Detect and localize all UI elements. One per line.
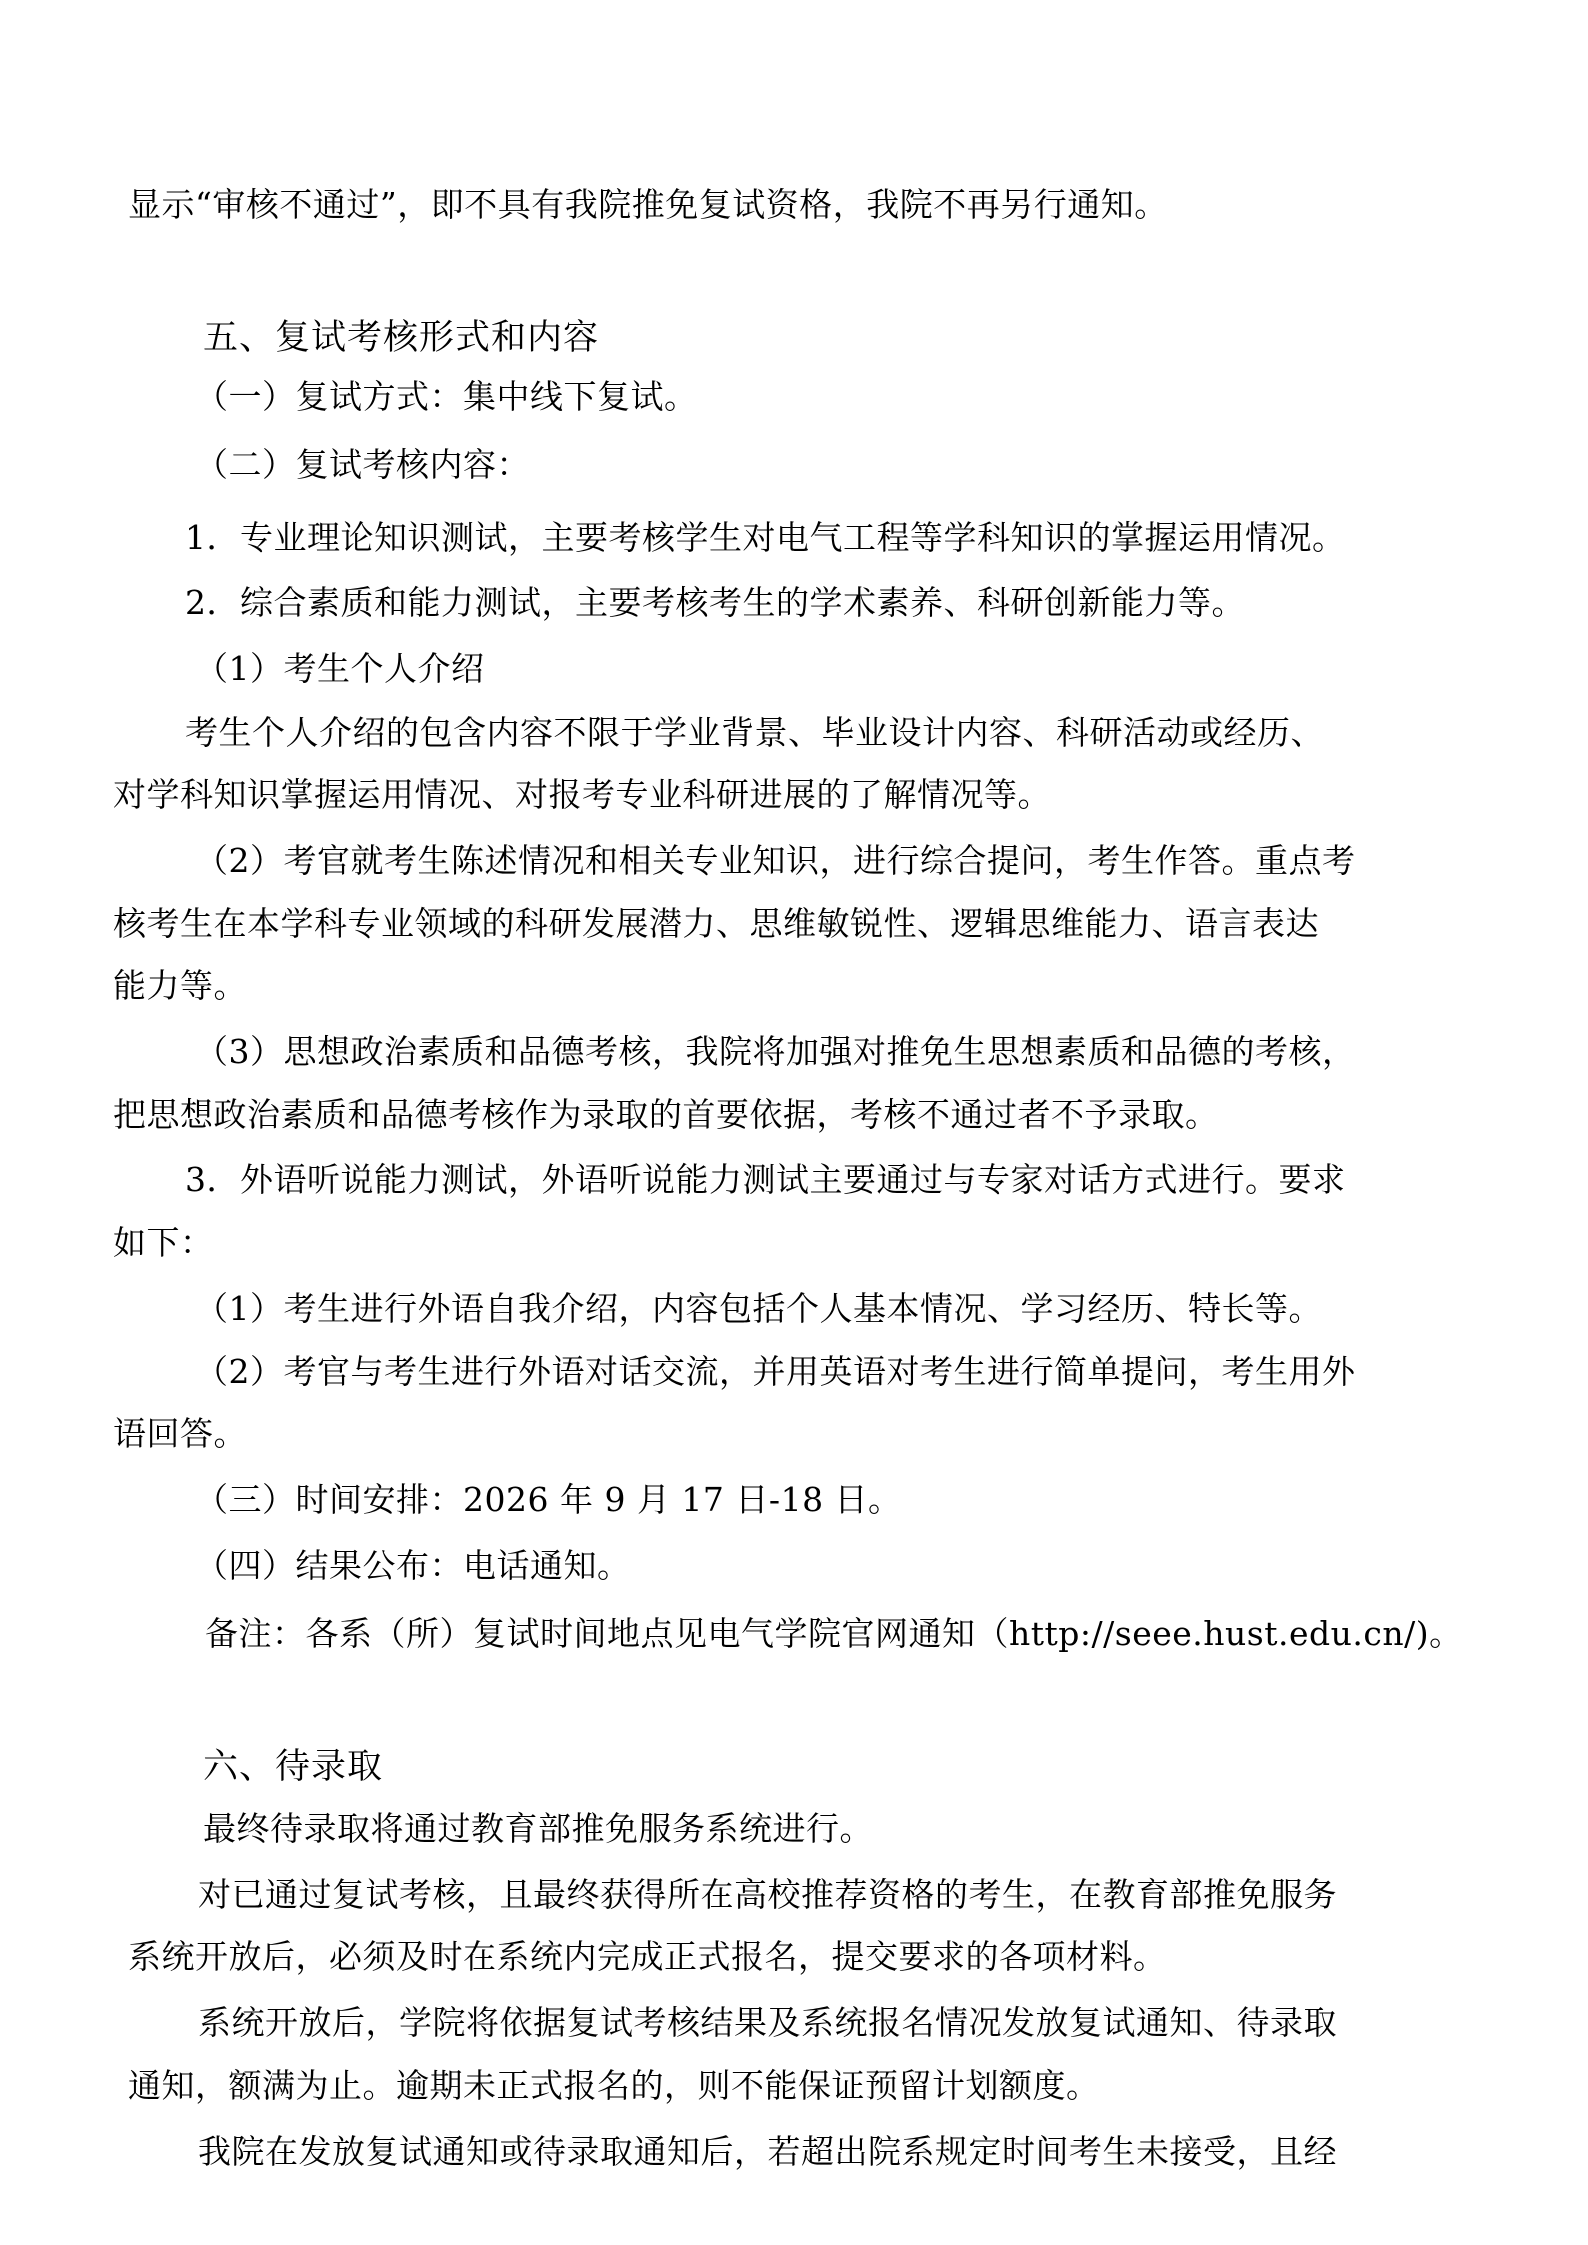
paragraph-line: 3．外语听说能力测试，外语听说能力测试主要通过与专家对话方式进行。要求 [185,1160,1346,1199]
paragraph-line: 通知，额满为止。逾期未正式报名的，则不能保证预留计划额度。 [128,2066,1100,2105]
paragraph-line: 系统开放后，学院将依据复试考核结果及系统报名情况发放复试通知、待录取 [198,2003,1337,2042]
paragraph-line: （3）思想政治素质和品德考核，我院将加强对推免生思想素质和品德的考核， [195,1032,1356,1071]
paragraph-line: （2）考官与考生进行外语对话交流，并用英语对考生进行简单提问，考生用外 [195,1352,1356,1391]
paragraph-line: 能力等。 [113,966,247,1005]
paragraph-line: 显示“审核不通过”，即不具有我院推免复试资格，我院不再另行通知。 [128,185,1168,224]
paragraph-line: 我院在发放复试通知或待录取通知后，若超出院系规定时间考生未接受，且经 [198,2132,1337,2171]
section-heading-5: 五、复试考核形式和内容 [203,318,600,358]
paragraph-line: 把思想政治素质和品德考核作为录取的首要依据，考核不通过者不予录取。 [113,1095,1219,1134]
paragraph-line: 2．综合素质和能力测试，主要考核考生的学术素养、科研创新能力等。 [185,583,1245,622]
paragraph-line: （三）时间安排：2026 年 9 月 17 日-18 日。 [195,1480,902,1519]
paragraph-line: （二）复试考核内容： [195,445,530,484]
section-heading-6: 六、待录取 [203,1747,384,1787]
paragraph-line: （1）考生个人介绍 [195,649,485,688]
paragraph-line: 对学科知识掌握运用情况、对报考专业科研进展的了解情况等。 [113,775,1051,814]
paragraph-line: （2）考官就考生陈述情况和相关专业知识，进行综合提问，考生作答。重点考 [195,841,1356,880]
paragraph-line: （1）考生进行外语自我介绍，内容包括个人基本情况、学习经历、特长等。 [195,1289,1322,1328]
paragraph-line: 核考生在本学科专业领域的科研发展潜力、思维敏锐性、逻辑思维能力、语言表达 [113,904,1319,943]
paragraph-line: 考生个人介绍的包含内容不限于学业背景、毕业设计内容、科研活动或经历、 [185,713,1324,752]
paragraph-line: 对已通过复试考核，且最终获得所在高校推荐资格的考生，在教育部推免服务 [198,1875,1337,1914]
paragraph-line: 1．专业理论知识测试，主要考核学生对电气工程等学科知识的掌握运用情况。 [185,518,1346,557]
paragraph-line: 系统开放后，必须及时在系统内完成正式报名，提交要求的各项材料。 [128,1937,1167,1976]
paragraph-line: （四）结果公布：电话通知。 [195,1546,631,1585]
paragraph-line: 语回答。 [113,1414,247,1453]
remark-line: 备注：各系（所）复试时间地点见电气学院官网通知（http://seee.hust.edu.cn/)。 [205,1614,1463,1653]
paragraph-line: （一）复试方式：集中线下复试。 [195,377,698,416]
paragraph-line: 如下： [113,1223,214,1262]
paragraph-line: 最终待录取将通过教育部推免服务系统进行。 [203,1809,873,1848]
